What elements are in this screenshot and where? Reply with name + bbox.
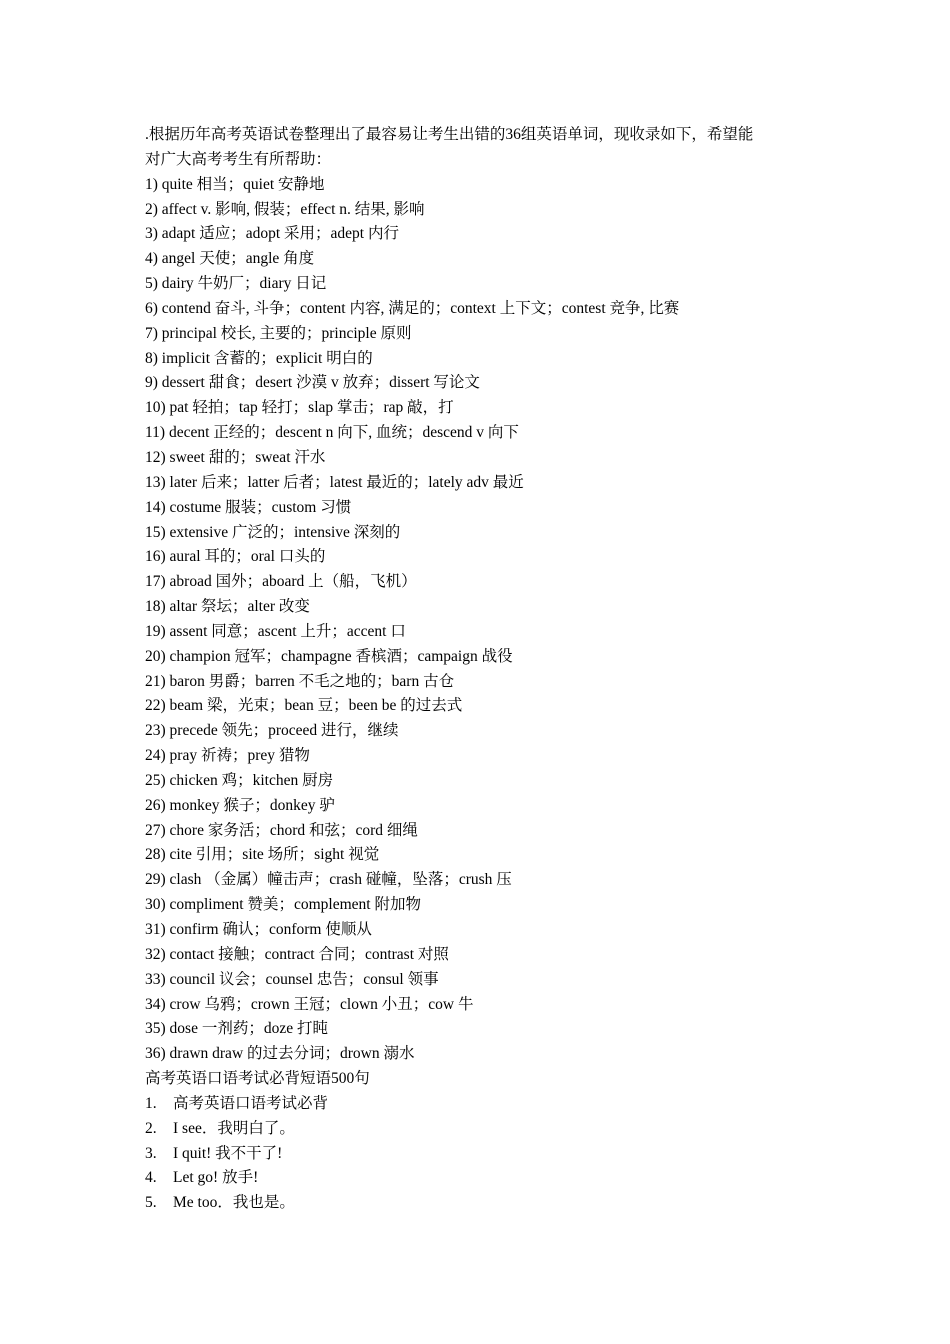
phrase-item [145,1191,815,1216]
word-pair-item: 1) quite 相当；quiet 安静地 [145,175,325,193]
word-pair-item: 6) contend 奋斗, 斗争；content 内容, 满足的；context 上下文；contest 竞争, 比赛 [145,299,680,317]
word-pair-item: 10) pat 轻拍；tap 轻打；slap 掌击；rap 敲，打 [145,399,454,417]
word-pair-item: 4) angel 天使；angle 角度 [145,250,315,268]
word-pair-item: 22) beam 梁，光束；bean 豆；been be 的过去式 [145,697,463,715]
word-pair-item: 14) costume 服装；custom 习惯 [145,498,352,516]
word-pair-item: 7) principal 校长, 主要的；principle 原则 [145,324,412,342]
phrase-list [145,1092,815,1216]
word-pair-item: 13) later 后来；latter 后者；latest 最近的；lately adv 最近 [145,473,524,491]
intro-line: 对广大高考考生有所帮助： [145,150,332,168]
phrase-text: Let go! 放手! [173,1169,259,1187]
word-pair-item: 25) chicken 鸡；kitchen 厨房 [145,771,334,789]
word-pair-item: 24) pray 祈祷；prey 猎物 [145,747,310,765]
section-heading: 高考英语口语考试必背短语500句 [145,1070,370,1088]
document-body [145,123,815,1216]
word-pair-item: 12) sweet 甜的；sweat 汗水 [145,448,326,466]
word-pair-item: 36) drawn draw 的过去分词；drown 溺水 [145,1045,415,1063]
word-pair-item: 31) confirm 确认；conform 使顺从 [145,921,372,938]
word-pair-item: 16) aural 耳的；oral 口头的 [145,548,326,566]
word-pair-item: 30) compliment 赞美；complement 附加物 [145,896,421,914]
phrase-text: I see．我明白了。 [173,1119,295,1137]
word-pair-item: 2) affect v. 影响, 假装；effect n. 结果, 影响 [145,200,425,218]
phrase-number: 5. [145,1194,157,1212]
word-pair-item: 28) cite 引用；site 场所；sight 视觉 [145,846,380,864]
word-pair-item: 18) altar 祭坛；alter 改变 [145,598,310,616]
intro-line: .根据历年高考英语试卷整理出了最容易让考生出错的36组英语单词，现收录如下，希望能 [145,126,754,143]
phrase-item [145,1166,815,1191]
phrase-text: I quit! 我不干了! [173,1144,283,1162]
word-pair-item: 33) council 议会；counsel 忠告；consul 领事 [145,970,439,988]
word-pair-item: 21) baron 男爵；barren 不毛之地的；barn 古仓 [145,672,455,690]
word-pair-item: 27) chore 家务活；chord 和弦；cord 细绳 [145,821,418,839]
word-pair-item: 8) implicit 含蓄的；explicit 明白的 [145,349,373,367]
phrase-number: 3. [145,1144,157,1162]
phrase-text: 高考英语口语考试必背 [173,1094,329,1112]
phrase-number: 4. [145,1169,157,1187]
word-pair-item: 35) dose 一剂药；doze 打盹 [145,1020,328,1038]
word-pair-item: 29) clash （金属）幢击声；crash 碰幢，坠落；crush 压 [145,871,512,889]
intro-paragraph [145,123,815,173]
word-pair-item: 26) monkey 猴子；donkey 驴 [145,796,335,814]
phrase-number: 1. [145,1094,157,1112]
word-pair-item: 9) dessert 甜食；desert 沙漠 v 放弃；dissert 写论文 [145,374,480,392]
phrase-item [145,1117,815,1142]
phrase-number: 2. [145,1119,157,1137]
word-pair-item: 5) dairy 牛奶厂；diary 日记 [145,275,327,293]
word-pair-item: 3) adapt 适应；adopt 采用；adept 内行 [145,225,399,243]
phrase-item [145,1142,815,1167]
phrase-item [145,1092,815,1117]
word-pair-item: 15) extensive 广泛的；intensive 深刻的 [145,523,401,541]
word-pair-item: 32) contact 接触；contract 合同；contrast 对照 [145,945,449,963]
word-pair-item: 34) crow 乌鸦；crown 王冠；clown 小丑；cow 牛 [145,995,474,1013]
word-pair-item: 23) precede 领先；proceed 进行，继续 [145,722,399,740]
phrase-text: Me too．我也是。 [173,1194,295,1212]
word-pair-item: 19) assent 同意；ascent 上升；accent 口 [145,622,406,640]
word-pair-item: 11) decent 正经的；descent n 向下, 血统；descend v 向下 [145,424,519,442]
word-pair-list [145,173,815,1067]
word-pair-item: 17) abroad 国外；aboard 上（船，飞机） [145,573,417,591]
word-pair-item: 20) champion 冠军；champagne 香槟酒；campaign 战役 [145,647,513,665]
